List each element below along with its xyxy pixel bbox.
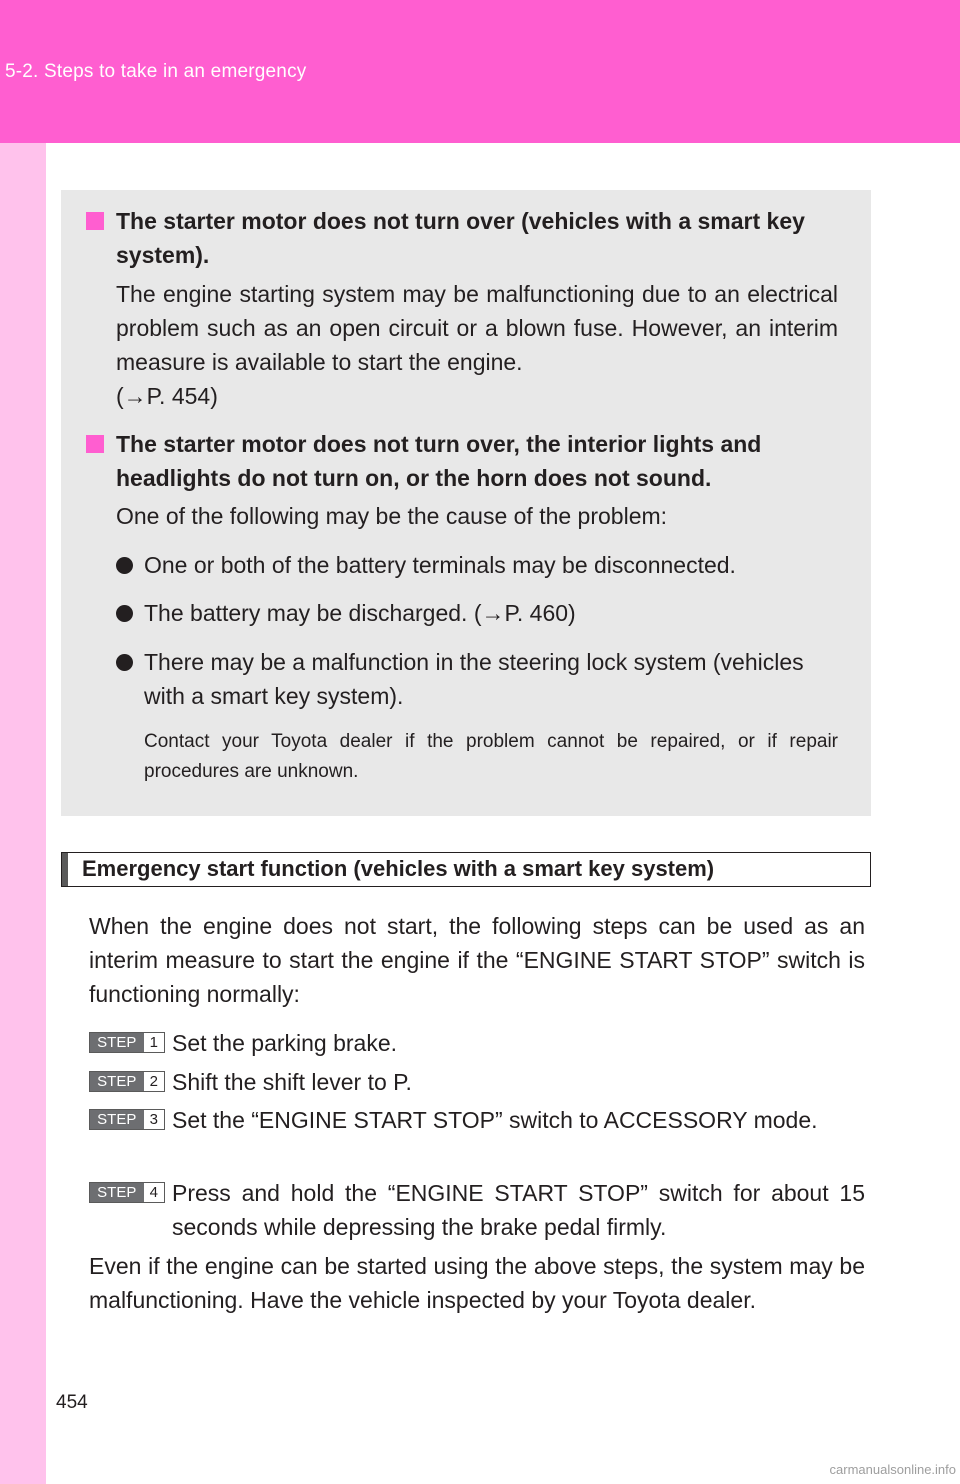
- step-badge: STEP 4: [89, 1182, 165, 1203]
- info-box: [61, 190, 871, 816]
- closing-paragraph: Even if the engine can be started using the above steps, the system may be malfunctioning. Have the vehicle inspected by your Toyota dealer.: [89, 1253, 865, 1313]
- section-header: [61, 852, 871, 887]
- section-breadcrumb: 5-2. Steps to take in an emergency: [5, 61, 307, 82]
- step-4: STEP 4 Press and hold the “ENGINE START STOP” switch for about 15 seconds while depressing the brake pedal firmly.: [89, 1176, 865, 1244]
- bullet-dot-icon: [116, 557, 133, 574]
- page-number: 454: [56, 1392, 88, 1413]
- side-band: [0, 143, 46, 1484]
- header-band: [0, 0, 960, 143]
- list-item: One or both of the battery terminals may be disconnected.: [116, 548, 838, 582]
- section-bar: [62, 853, 68, 886]
- item-heading-starter-no-lights: The starter motor does not turn over, the interior lights and headlights do not turn on, or the horn does not sound.: [86, 427, 846, 495]
- bullet-dot-icon: [116, 605, 133, 622]
- pink-square-icon: [86, 212, 104, 230]
- pink-square-icon: [86, 435, 104, 453]
- step-1: STEP 1 Set the parking brake.: [89, 1026, 865, 1060]
- step-badge: STEP 2: [89, 1071, 165, 1092]
- list-item: There may be a malfunction in the steering lock system (vehicles with a smart key system).: [116, 645, 838, 713]
- watermark: carmanualsonline.info: [829, 1462, 956, 1477]
- step-badge: STEP 1: [89, 1032, 165, 1053]
- item-heading-starter-smart-key: The starter motor does not turn over (vehicles with a smart key system).: [86, 204, 846, 272]
- dealer-note: Contact your Toyota dealer if the problem cannot be repaired, or if repair procedures are unknown.: [144, 731, 838, 782]
- list-item: The battery may be discharged. (→P. 460): [116, 596, 838, 630]
- step-badge: STEP 3: [89, 1109, 165, 1130]
- item-intro: One of the following may be the cause of the problem:: [116, 503, 668, 529]
- page-reference-link[interactable]: (→P. 454): [116, 383, 218, 409]
- item-body-starter-smart-key: The engine starting system may be malfunctioning due to an electrical problem such as an open circuit or a blown fuse. However, an interim measure is available to start the engine.: [116, 281, 838, 375]
- step-3: STEP 3 Set the “ENGINE START STOP” switch to ACCESSORY mode.: [89, 1103, 865, 1137]
- step-2: STEP 2 Shift the shift lever to P.: [89, 1065, 865, 1099]
- section-title: Emergency start function (vehicles with a smart key system): [82, 856, 715, 881]
- section-intro: When the engine does not start, the following steps can be used as an interim measure to start the engine if the “ENGINE START STOP” switch is functioning normally:: [89, 913, 865, 1007]
- bullet-dot-icon: [116, 654, 133, 671]
